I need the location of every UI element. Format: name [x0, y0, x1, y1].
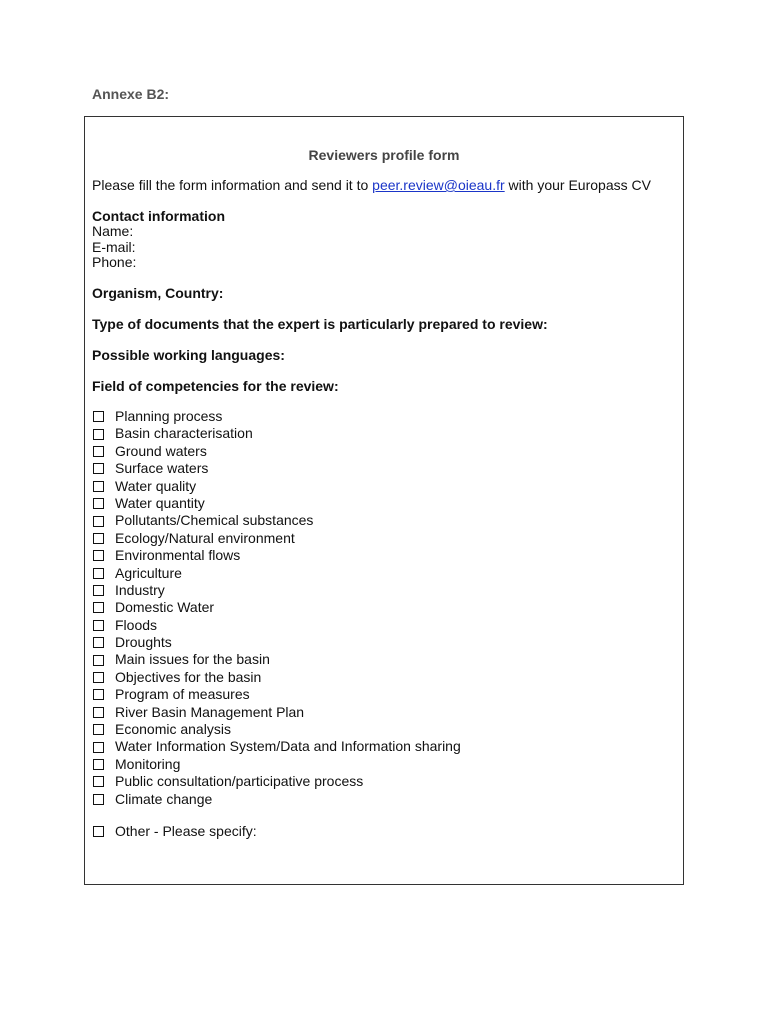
competency-label: Environmental flows	[115, 547, 241, 564]
competency-checkbox[interactable]	[93, 742, 104, 753]
form-intro	[92, 177, 651, 193]
competency-item	[93, 443, 461, 460]
other-checkbox[interactable]	[93, 826, 104, 837]
competency-label: River Basin Management Plan	[115, 703, 305, 720]
competency-label: Monitoring	[115, 755, 181, 772]
competency-checkbox[interactable]	[93, 707, 104, 718]
competency-item	[93, 634, 461, 651]
competency-item	[93, 651, 461, 668]
competency-label: Ground waters	[115, 442, 207, 459]
email-label: E-mail:	[92, 239, 136, 255]
competency-checkbox[interactable]	[93, 602, 104, 613]
competency-item	[93, 547, 461, 564]
competency-checkbox[interactable]	[93, 724, 104, 735]
competency-item	[93, 756, 461, 773]
competency-label: Water Information System/Data and Information sharing	[115, 738, 461, 755]
competency-item	[93, 791, 461, 808]
competency-item	[93, 495, 461, 512]
email-link[interactable]: peer.review@oieau.fr	[372, 177, 505, 193]
competency-checkbox[interactable]	[93, 446, 104, 457]
competency-item	[93, 582, 461, 599]
competency-label: Ecology/Natural environment	[115, 529, 295, 546]
competency-checkbox[interactable]	[93, 568, 104, 579]
competency-label: Floods	[115, 616, 158, 633]
competency-label: Economic analysis	[115, 721, 231, 738]
languages-label: Possible working languages:	[92, 347, 285, 363]
competency-label: Surface waters	[115, 460, 209, 477]
form-title: Reviewers profile form	[308, 147, 460, 163]
competency-label: Water quality	[115, 477, 197, 494]
organism-label: Organism, Country:	[92, 285, 224, 301]
competency-label: Climate change	[115, 790, 213, 807]
competency-checkbox[interactable]	[93, 585, 104, 596]
competency-checkbox[interactable]	[93, 794, 104, 805]
competency-checkbox[interactable]	[93, 550, 104, 561]
competency-item	[93, 617, 461, 634]
competency-item	[93, 425, 461, 442]
competency-label: Water quantity	[115, 494, 205, 511]
competency-item	[93, 530, 461, 547]
intro-text-after: with your Europass CV	[504, 177, 651, 193]
competency-item	[93, 738, 461, 755]
competency-checkbox[interactable]	[93, 429, 104, 440]
competency-checkbox[interactable]	[93, 759, 104, 770]
annexe-label: Annexe B2:	[92, 86, 170, 102]
documents-label: Type of documents that the expert is particularly prepared to review:	[92, 316, 548, 332]
competency-label: Industry	[115, 581, 165, 598]
competency-item	[93, 686, 461, 703]
competency-checkbox[interactable]	[93, 463, 104, 474]
competency-item	[93, 512, 461, 529]
competency-checkbox[interactable]	[93, 655, 104, 666]
competency-label: Domestic Water	[115, 599, 215, 616]
competency-checkbox[interactable]	[93, 689, 104, 700]
competency-item	[93, 460, 461, 477]
competency-label: Objectives for the basin	[115, 668, 262, 685]
competency-checkbox[interactable]	[93, 498, 104, 509]
intro-text-before: Please fill the form information and send it to	[92, 177, 373, 193]
competency-checkbox[interactable]	[93, 411, 104, 422]
competency-label: Program of measures	[115, 686, 250, 703]
name-label: Name:	[92, 223, 134, 239]
competency-checkbox[interactable]	[93, 620, 104, 631]
contact-heading: Contact information	[92, 208, 225, 224]
other-label: Other - Please specify:	[115, 823, 257, 839]
phone-label: Phone:	[92, 254, 137, 270]
competency-label: Planning process	[115, 408, 223, 424]
competency-item	[93, 565, 461, 582]
competency-checkbox[interactable]	[93, 533, 104, 544]
competency-label: Public consultation/participative process	[115, 773, 364, 790]
competency-item	[93, 721, 461, 738]
competency-item	[93, 669, 461, 686]
competency-item	[93, 773, 461, 790]
competency-checkbox[interactable]	[93, 637, 104, 648]
competency-label: Droughts	[115, 634, 172, 651]
competency-label: Main issues for the basin	[115, 651, 270, 668]
competency-checklist	[93, 408, 461, 808]
competency-checkbox[interactable]	[93, 481, 104, 492]
reviewer-profile-form	[84, 116, 684, 885]
competency-checkbox[interactable]	[93, 776, 104, 787]
competency-checkbox[interactable]	[93, 672, 104, 683]
competency-checkbox[interactable]	[93, 516, 104, 527]
competencies-label: Field of competencies for the review:	[92, 378, 339, 394]
competency-label: Agriculture	[115, 564, 182, 581]
competency-item	[93, 599, 461, 616]
competency-label: Basin characterisation	[115, 425, 253, 442]
competency-item	[93, 704, 461, 721]
other-item	[93, 823, 257, 839]
competency-label: Pollutants/Chemical substances	[115, 512, 314, 529]
competency-item	[93, 478, 461, 495]
competency-item	[93, 408, 461, 425]
